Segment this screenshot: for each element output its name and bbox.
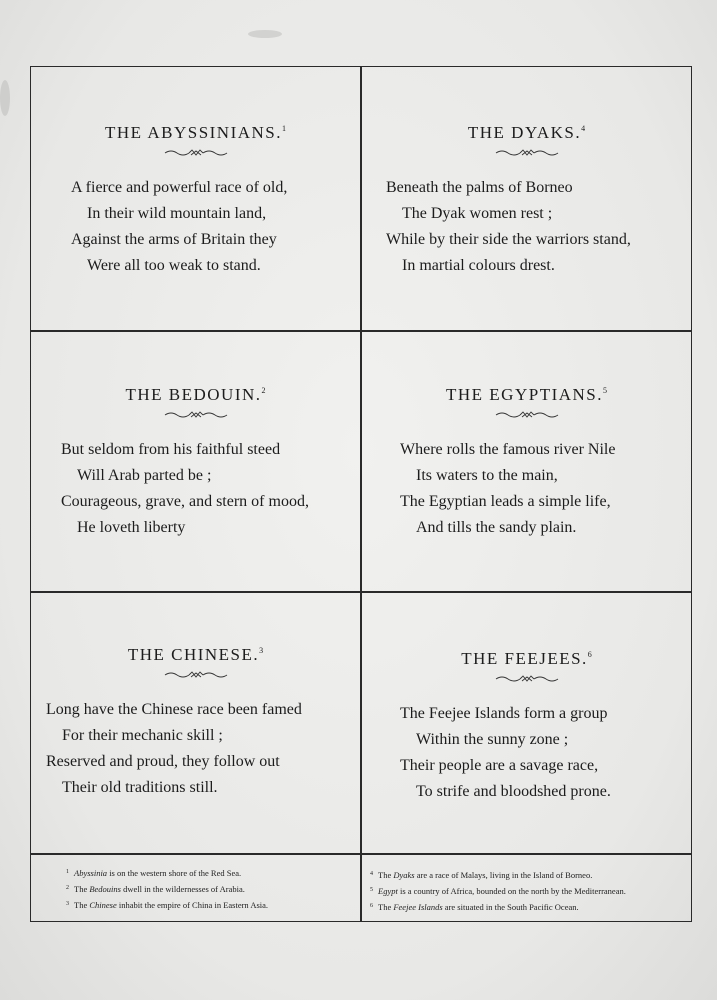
verse-line: Within the sunny zone ; xyxy=(416,731,569,748)
verse-line: Were all too weak to stand. xyxy=(87,257,261,274)
verse-line: Long have the Chinese race been famed xyxy=(46,701,302,718)
footnote-divider xyxy=(30,853,692,855)
verse-line: The Dyak women rest ; xyxy=(402,205,553,222)
poem-title: THE DYAKS.$^4$ xyxy=(467,123,586,142)
verse-line: Will Arab parted be ; xyxy=(77,467,212,484)
poem-chinese xyxy=(31,640,360,801)
verse-line: A fierce and powerful race of old, xyxy=(71,179,288,196)
poem-verse xyxy=(400,437,691,541)
ornament-icon xyxy=(163,148,229,158)
footnote-feejee: $^6$ The Feejee Islands are situated in the South Pacific Ocean. xyxy=(370,902,579,912)
poem-title: THE ABYSSINIANS.$^1$ xyxy=(104,123,287,142)
poem-verse xyxy=(400,701,691,805)
poem-verse xyxy=(46,697,360,801)
verse-line: Against the arms of Britain they xyxy=(71,231,277,248)
poem-title: THE BEDOUIN.$^2$ xyxy=(125,385,266,404)
verse-line: To strife and bloodshed prone. xyxy=(416,783,611,800)
row-divider xyxy=(30,330,692,332)
footnote-dyaks: $^4$ The Dyaks are a race of Malays, living in the Island of Borneo. xyxy=(370,870,593,880)
verse-line: Its waters to the main, xyxy=(416,467,558,484)
ornament-icon xyxy=(163,410,229,420)
verse-line: Where rolls the famous river Nile xyxy=(400,441,616,458)
verse-line: He loveth liberty xyxy=(77,519,186,536)
verse-line: Beneath the palms of Borneo xyxy=(386,179,573,196)
paper-stain xyxy=(248,30,282,38)
poem-title: THE CHINESE.$^3$ xyxy=(127,645,264,664)
footnote-bedouins: $^2$ The Bedouins dwell in the wildernesses of Arabia. xyxy=(66,884,245,894)
ornament-icon xyxy=(163,670,229,680)
poem-title: THE FEEJEES.$^6$ xyxy=(461,649,592,668)
poem-verse xyxy=(71,175,360,279)
poem-egyptians xyxy=(362,380,691,541)
footnote-abyssinia: $^1$ Abyssinia is on the western shore of the Red Sea. xyxy=(66,868,242,878)
poem-abyssinians xyxy=(31,118,360,279)
row-divider xyxy=(30,591,692,593)
ornament-icon xyxy=(494,674,560,684)
poem-title: THE EGYPTIANS.$^5$ xyxy=(446,385,607,404)
verse-line: In martial colours drest. xyxy=(402,257,555,274)
ornament-icon xyxy=(494,148,560,158)
poem-verse xyxy=(386,175,691,279)
verse-line: Their people are a savage race, xyxy=(400,757,599,774)
verse-line: Reserved and proud, they follow out xyxy=(46,753,280,770)
verse-line: And tills the sandy plain. xyxy=(416,519,577,536)
poem-dyaks xyxy=(362,118,691,279)
verse-line: For their mechanic skill ; xyxy=(62,727,223,744)
footnote-chinese: $^3$ The Chinese inhabit the empire of China in Eastern Asia. xyxy=(66,900,269,910)
verse-line: Courageous, grave, and stern of mood, xyxy=(61,493,309,510)
paper-stain xyxy=(0,80,10,116)
verse-line: Their old traditions still. xyxy=(62,779,218,796)
verse-line: While by their side the warriors stand, xyxy=(386,231,631,248)
verse-line: The Feejee Islands form a group xyxy=(400,705,608,722)
verse-line: The Egyptian leads a simple life, xyxy=(400,493,611,510)
verse-line: In their wild mountain land, xyxy=(87,205,267,222)
footnote-egypt: $^5$ Egypt is a country of Africa, bounded on the north by the Mediterranean. xyxy=(370,886,626,896)
ornament-icon xyxy=(494,410,560,420)
verse-line: But seldom from his faithful steed xyxy=(61,441,281,458)
poem-bedouin xyxy=(31,380,360,541)
poem-feejees xyxy=(362,644,691,805)
poem-verse xyxy=(61,437,360,541)
